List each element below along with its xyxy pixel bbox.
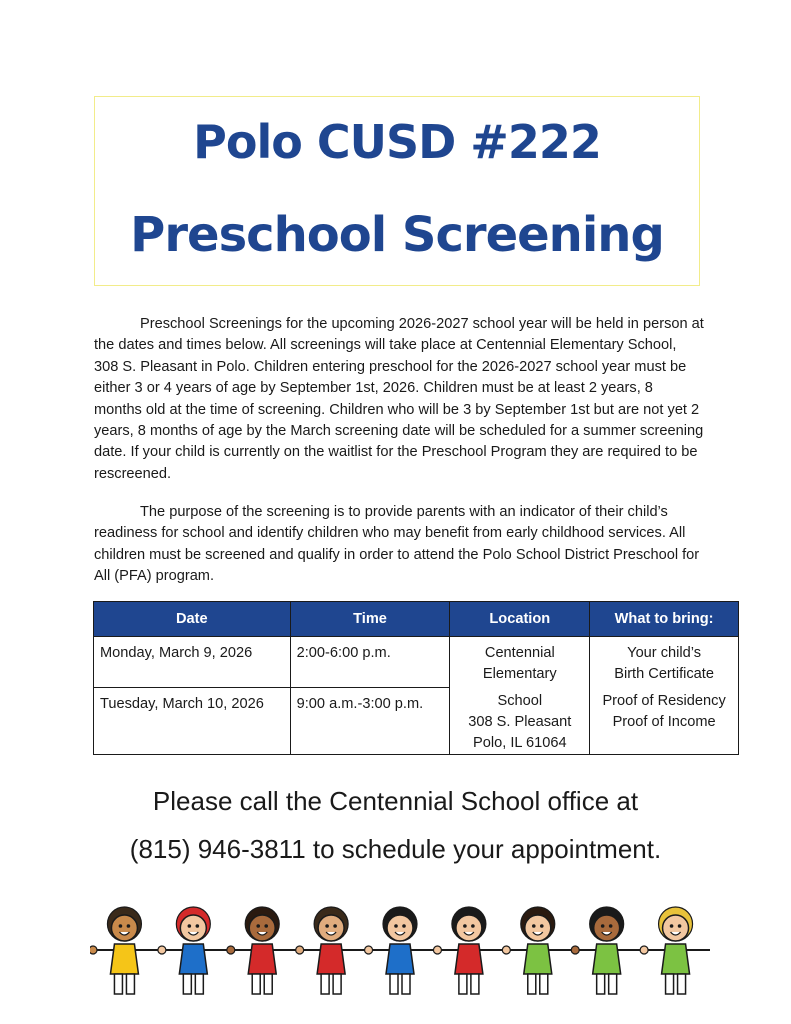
date-cell: Monday, March 9, 2026 <box>94 637 291 688</box>
time-cell: 2:00-6:00 p.m. <box>290 637 450 688</box>
location-line: School <box>497 693 543 709</box>
date-cell: Tuesday, March 10, 2026 <box>94 688 291 755</box>
location-cell <box>450 637 590 755</box>
child-figure <box>640 907 710 994</box>
bring-cell <box>590 637 739 755</box>
child-figure <box>365 907 435 994</box>
children-holding-hands-icon <box>90 904 710 1004</box>
header-bring: What to bring: <box>590 602 739 637</box>
title-box <box>94 96 700 286</box>
intro-text: Preschool Screenings for the upcoming 2026-2027 school year will be held in person at the dates and times below. All screenings will take place at Centennial Elementary School, 308 S. Pleasant in Polo. Children entering preschool for the 2026-2027 school year must be either 3 or 4 years of age by September 1st, 2026. Children must be at least 2 years, 8 months old at the time of screening. Children who will be 3 by September 1st but are not yet 2 years, 8 months of age by the March screening date will be scheduled for a summer screening date. If your child is currently on the waitlist for the Preschool Program they are required to be rescreened. <box>94 316 704 482</box>
child-figure <box>227 907 297 994</box>
district-title: Polo CUSD #222 <box>193 115 601 169</box>
location-line: 308 S. Pleasant <box>468 714 572 730</box>
intro-paragraph <box>94 314 704 485</box>
child-figure <box>571 907 641 994</box>
header-date: Date <box>94 602 291 637</box>
bring-item: Your child’s <box>627 645 702 661</box>
bring-item: Proof of Income <box>612 714 716 730</box>
child-figure <box>502 907 572 994</box>
child-figure <box>90 907 159 994</box>
table-row <box>94 637 739 688</box>
child-figure <box>433 907 503 994</box>
time-cell: 9:00 a.m.-3:00 p.m. <box>290 688 450 755</box>
call-instruction: Please call the Centennial School office at <box>152 786 639 816</box>
bring-item: Birth Certificate <box>614 666 714 682</box>
purpose-paragraph <box>94 502 704 588</box>
location-line: Centennial <box>484 645 555 661</box>
child-figure <box>158 907 228 994</box>
schedule-table <box>93 601 739 755</box>
screening-title: Preschool Screening <box>130 207 664 263</box>
location-line: Elementary <box>482 666 557 682</box>
call-phone-line: (815) 946-3811 to schedule your appointment. <box>129 834 662 864</box>
purpose-text: The purpose of the screening is to provide parents with an indicator of their child’s readiness for school and identify children who may benefit from early childhood services. All children must be screened and qualify in order to attend the Polo School District Preschool for All (PFA) program. <box>94 504 700 585</box>
location-line: Polo, IL 61064 <box>473 735 567 751</box>
header-time: Time <box>290 602 450 637</box>
child-figure <box>296 907 366 994</box>
header-location: Location <box>450 602 590 637</box>
bring-item: Proof of Residency <box>602 693 726 709</box>
table-header-row <box>94 602 739 637</box>
